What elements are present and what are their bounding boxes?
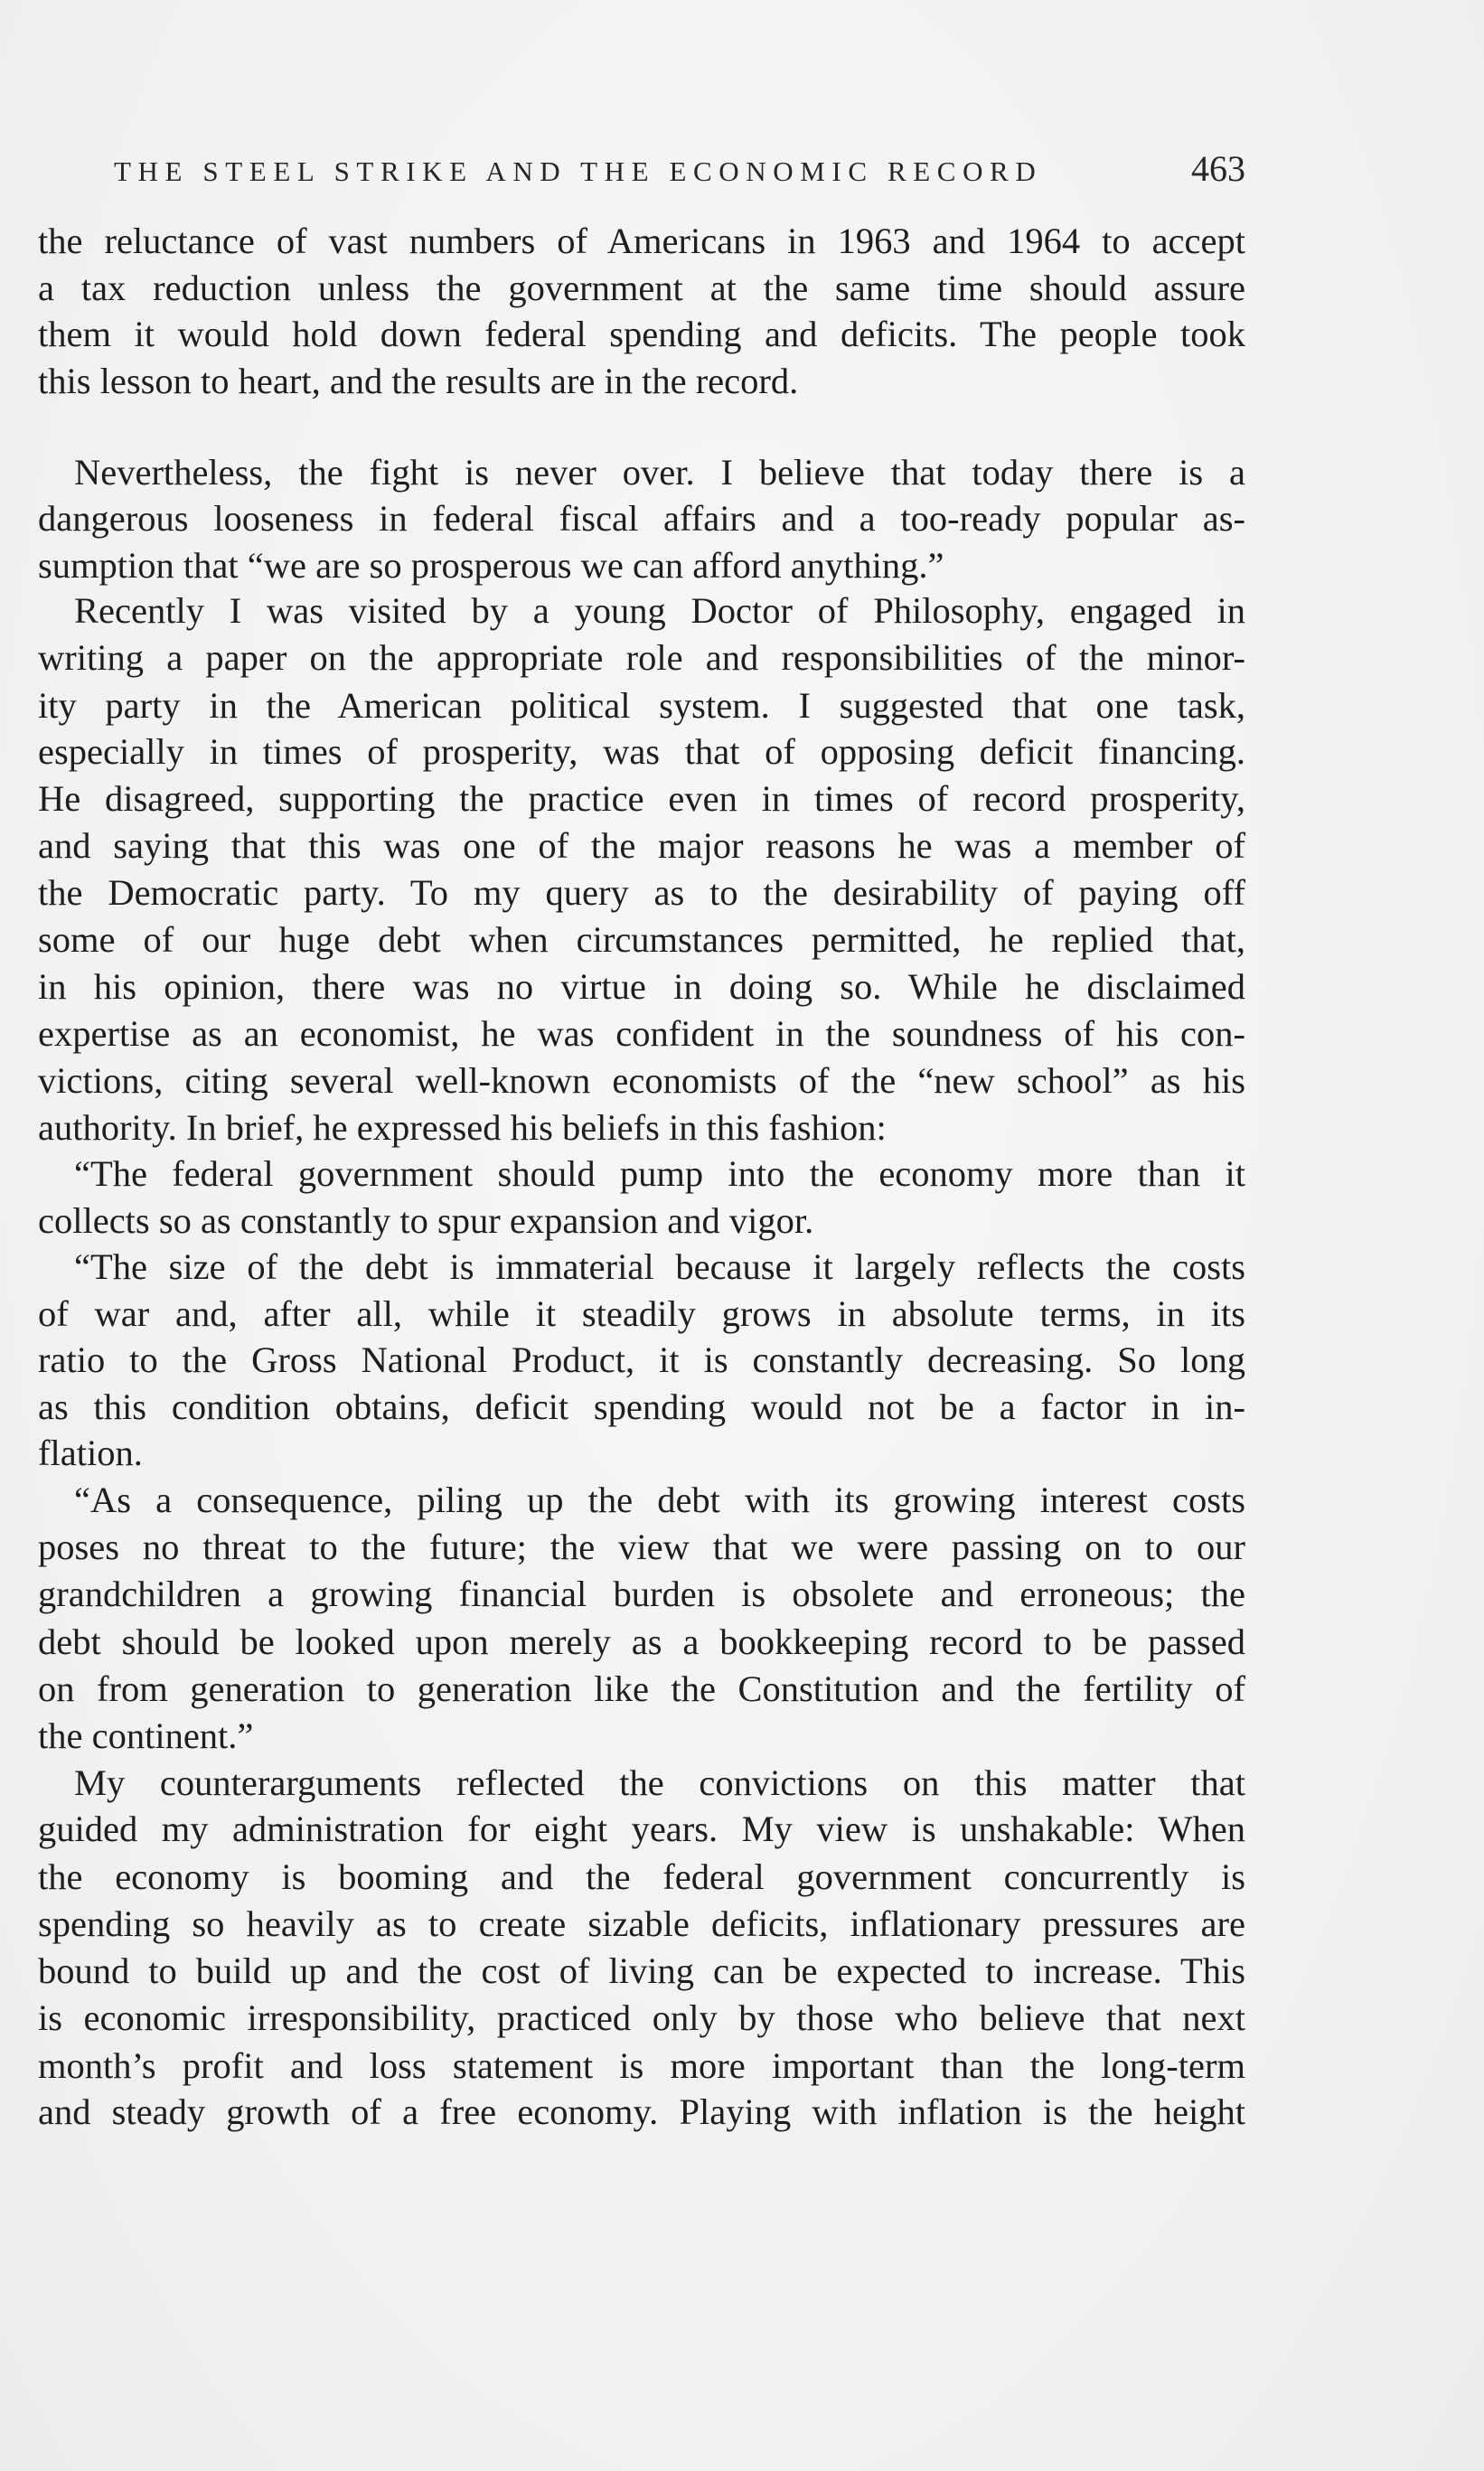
text-line: the Democratic party. To my query as to the desirability of paying off [38, 872, 1245, 913]
text-line: the continent.” [38, 1715, 254, 1756]
text-line: as this condition obtains, deficit spending would not be a factor in in- [38, 1386, 1245, 1427]
text-line: of war and, after all, while it steadily grows in absolute terms, in its [38, 1293, 1245, 1334]
text-line: spending so heavily as to create sizable deficits, inflationary pressures are [38, 1903, 1245, 1944]
text-line: the reluctance of vast numbers of Americans in 1963 and 1964 to accept [38, 221, 1245, 261]
text-line: Nevertheless, the fight is never over. I believe that today there is a [74, 452, 1245, 493]
text-line: and steady growth of a free economy. Playing with inflation is the height [38, 2091, 1245, 2132]
page-number: 463 [1191, 148, 1245, 189]
text-line: month’s profit and loss statement is more important than the long-term [38, 2045, 1245, 2086]
text-line: “The federal government should pump into the economy more than it [74, 1153, 1245, 1194]
text-line: dangerous looseness in federal fiscal affairs and a too-ready popular as- [38, 498, 1245, 539]
text-line: and saying that this was one of the major reasons he was a member of [38, 825, 1245, 866]
text-line: writing a paper on the appropriate role and responsibilities of the minor- [38, 637, 1245, 678]
running-head-title: THE STEEL STRIKE AND THE ECONOMIC RECORD [114, 155, 1043, 187]
text-line: the economy is booming and the federal government concurrently is [38, 1856, 1245, 1897]
text-line: victions, citing several well-known economists of the “new school” as his [38, 1060, 1245, 1101]
text-line: sumption that “we are so prosperous we can afford anything.” [38, 545, 944, 586]
text-line: some of our huge debt when circumstances permitted, he replied that, [38, 919, 1245, 960]
text-line: collects so as constantly to spur expansion and vigor. [38, 1200, 814, 1241]
text-line: especially in times of prosperity, was that of opposing deficit financing. [38, 731, 1245, 772]
text-line: My counterarguments reflected the convictions on this matter that [74, 1762, 1245, 1803]
text-line: bound to build up and the cost of living can be expected to increase. This [38, 1950, 1245, 1991]
text-line: them it would hold down federal spending and deficits. The people took [38, 314, 1245, 354]
text-line: ratio to the Gross National Product, it is constantly decreasing. So long [38, 1339, 1245, 1380]
text-line: a tax reduction unless the government at the same time should assure [38, 268, 1245, 308]
text-line: debt should be looked upon merely as a bookkeeping record to be passed [38, 1621, 1245, 1662]
text-line: Recently I was visited by a young Doctor of Philosophy, engaged in [74, 590, 1245, 631]
text-line: in his opinion, there was no virtue in doing so. While he disclaimed [38, 966, 1245, 1007]
text-line: is economic irresponsibility, practiced only by those who believe that next [38, 1997, 1245, 2038]
text-line: poses no threat to the future; the view that we were passing on to our [38, 1527, 1245, 1567]
text-line: ity party in the American political system. I suggested that one task, [38, 685, 1245, 726]
text-line: grandchildren a growing financial burden is obsolete and erroneous; the [38, 1574, 1245, 1614]
text-line: on from generation to generation like the Constitution and the fertility of [38, 1668, 1245, 1709]
running-head [114, 147, 1245, 190]
text-line: authority. In brief, he expressed his beliefs in this fashion: [38, 1107, 887, 1148]
text-line: flation. [38, 1433, 143, 1473]
text-line: He disagreed, supporting the practice even in times of record prosperity, [38, 778, 1245, 819]
text-line: guided my administration for eight years. My view is unshakable: When [38, 1809, 1245, 1849]
text-line: this lesson to heart, and the results are in the record. [38, 361, 799, 401]
text-line: expertise as an economist, he was confident in the soundness of his con- [38, 1013, 1245, 1054]
text-line: “The size of the debt is immaterial because it largely reflects the costs [74, 1246, 1245, 1287]
text-line: “As a consequence, piling up the debt with its growing interest costs [74, 1480, 1245, 1520]
